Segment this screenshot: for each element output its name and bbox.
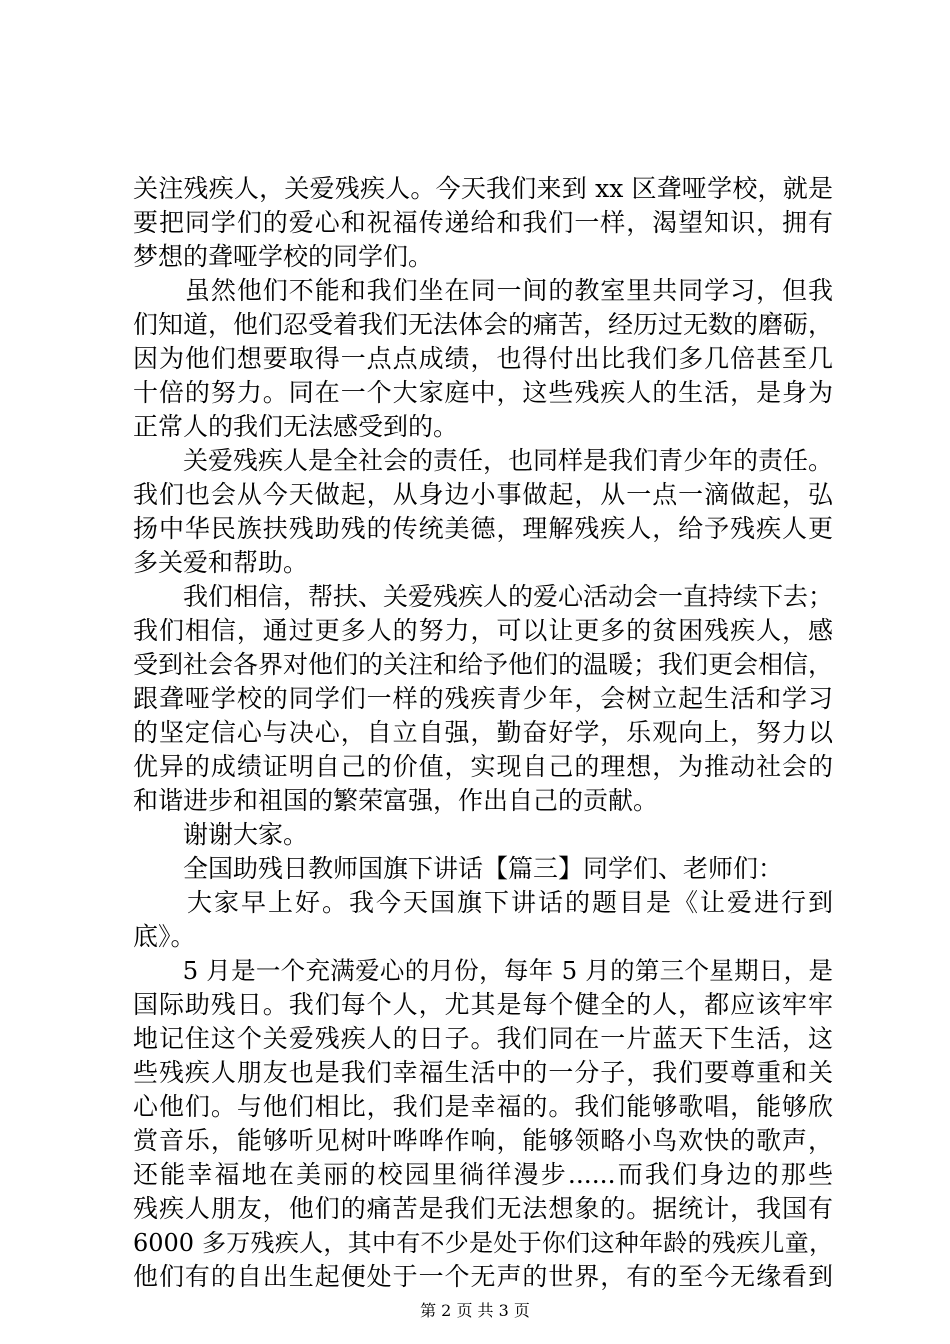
text-line: 关爱残疾人是全社会的责任，也同样是我们青少年的责任。 [133,446,834,475]
section-heading: 全国助残日教师国旗下讲话【篇三】同学们、老师们： [133,854,784,883]
text-line: 虽然他们不能和我们坐在同一间的教室里共同学习，但我 [133,276,833,305]
text-line: 5 月是一个充满爱心的月份，每年 5 月的第三个星期日，是 [133,956,833,985]
text-line: 他们有的自出生起便处于一个无声的世界，有的至今无缘看到 [133,1262,833,1291]
text-line: 们知道，他们忍受着我们无法体会的痛苦，经历过无数的磨砺， [133,310,834,339]
text-line: 和谐进步和祖国的繁荣富强，作出自己的贡献。 [133,786,659,815]
text-line: 多关爱和帮助。 [133,548,309,577]
text-line: 因为他们想要取得一点点成绩，也得付出比我们多几倍甚至几 [133,344,833,373]
text-line: 梦想的聋哑学校的同学们。 [133,242,434,271]
text-line: 些残疾人朋友也是我们幸福生活中的一分子，我们要尊重和关 [133,1058,833,1087]
text-line: 的坚定信心与决心，自立自强，勤奋好学，乐观向上，努力以 [133,718,833,747]
text-line: 受到社会各界对他们的关注和给予他们的温暖；我们更会相信， [133,650,834,679]
text-line: 十倍的努力。同在一个大家庭中，这些残疾人的生活，是身为 [133,378,833,407]
text-line: 我们相信，帮扶、关爱残疾人的爱心活动会一直持续下去； [133,582,834,611]
text-line: 还能幸福地在美丽的校园里徜徉漫步......而我们身边的那些 [133,1160,833,1189]
text-line: 底》。 [133,922,196,951]
text-line: 要把同学们的爱心和祝福传递给和我们一样，渴望知识，拥有 [133,208,833,237]
text-line: 我们相信，通过更多人的努力，可以让更多的贫困残疾人，感 [133,616,833,645]
text-line: 扬中华民族扶残助残的传统美德，理解残疾人，给予残疾人更 [133,514,833,543]
text-line: 谢谢大家。 [133,820,309,849]
text-line: 大家早上好。我今天国旗下讲话的题目是《让爱进行到 [133,888,833,917]
text-line: 关注残疾人，关爱残疾人。今天我们来到 xx 区聋哑学校，就是 [133,174,833,203]
text-line: 残疾人朋友，他们的痛苦是我们无法想象的。据统计，我国有 [133,1194,833,1223]
text-line: 赏音乐，能够听见树叶哗哗作响，能够领略小鸟欢快的歌声， [133,1126,833,1155]
text-line: 心他们。与他们相比，我们是幸福的。我们能够歌唱，能够欣 [133,1092,833,1121]
text-line: 跟聋哑学校的同学们一样的残疾青少年，会树立起生活和学习 [133,684,833,713]
text-line: 国际助残日。我们每个人，尤其是每个健全的人，都应该牢牢 [133,990,833,1019]
text-line: 6000 多万残疾人，其中有不少是处于你们这种年龄的残疾儿童， [133,1229,833,1257]
body-text [133,172,833,1294]
text-line: 我们也会从今天做起，从身边小事做起，从一点一滴做起，弘 [133,480,833,509]
page-number-footer: 第 2 页 共 3 页 [420,1301,530,1320]
text-line: 正常人的我们无法感受到的。 [133,412,459,441]
text-line: 优异的成绩证明自己的价值，实现自己的理想，为推动社会的 [133,752,833,781]
text-line: 地记住这个关爱残疾人的日子。我们同在一片蓝天下生活，这 [133,1024,833,1053]
